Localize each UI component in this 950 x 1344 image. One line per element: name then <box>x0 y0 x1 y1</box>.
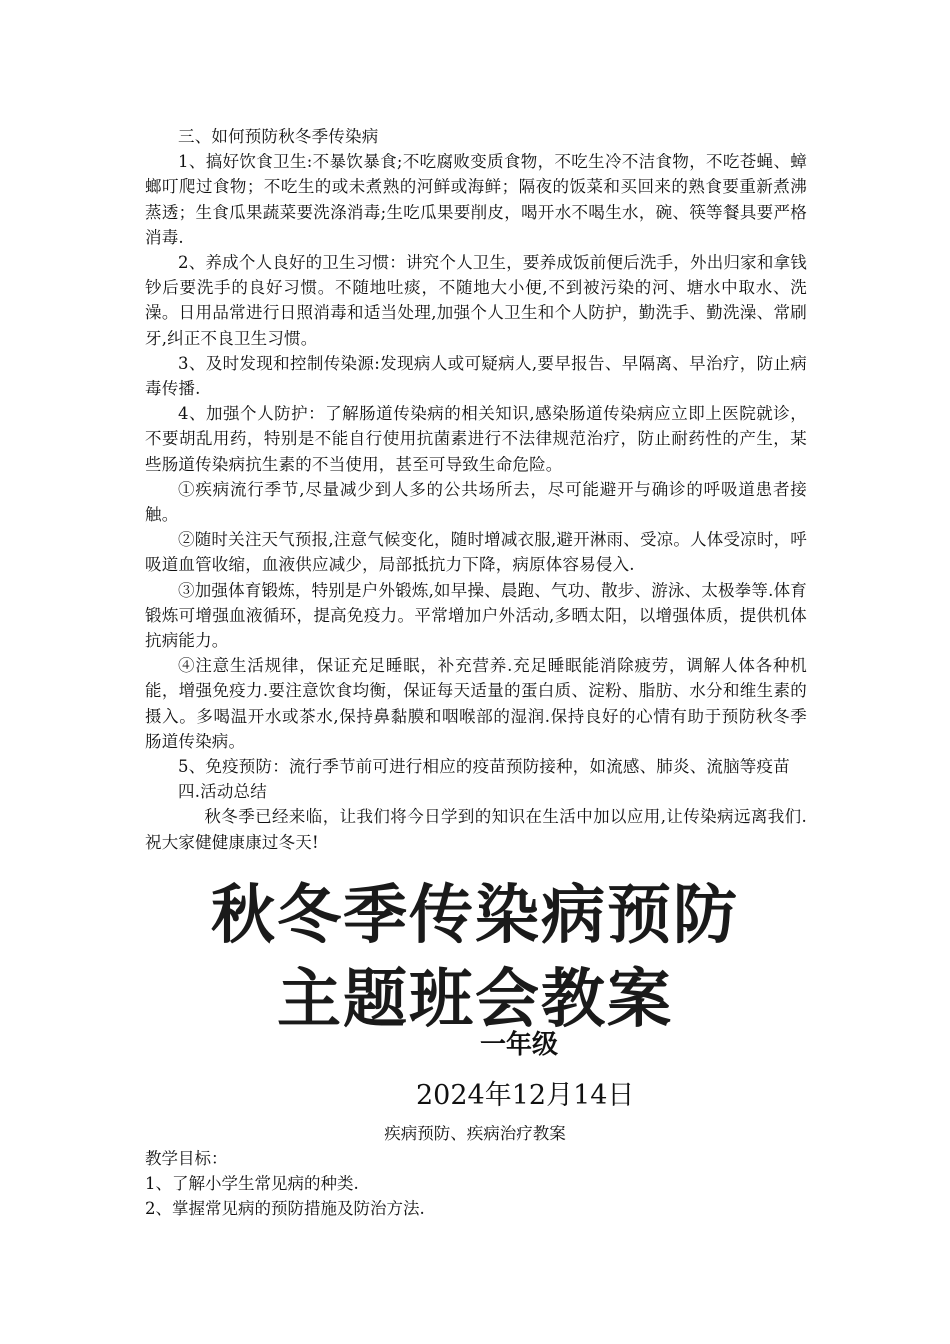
lesson-subtitle: 疾病预防、疾病治疗教案 <box>384 1124 566 1143</box>
teaching-goals-heading: 教学目标： <box>145 1149 228 1168</box>
cover-title-line-1: 秋冬季传染病预防 <box>211 879 739 953</box>
teaching-goals <box>145 1146 807 1221</box>
cover-date: 2024年12月14日 <box>416 1080 635 1111</box>
item-1-food-hygiene: 1、搞好饮食卫生:不暴饮暴食;不吃腐败变质食物，不吃生冷不洁食物，不吃苍蝇、蟑螂叮爬过食物；不吃生的或未煮熟的河鲜或海鲜；隔夜的饭菜和买回来的熟食要重新煮沸蒸透；生食瓜果蔬菜要洗涤消毒;生吃瓜果要削皮，喝开水不喝生水，碗、筷等餐具要严格消毒. <box>145 152 807 247</box>
section-4-heading: 四.活动总结 <box>178 782 267 802</box>
cover-grade: 一年级 <box>480 1030 559 1060</box>
teaching-goal-2: 2、掌握常见病的预防措施及防治方法. <box>145 1199 425 1218</box>
item-3-infection-source: 3、及时发现和控制传染源:发现病人或可疑病人,要早报告、早隔离、早治疗，防止病毒传播. <box>145 353 807 399</box>
cover-title-line-2: 主题班会教案 <box>277 963 673 1037</box>
cover-title <box>0 874 950 1042</box>
sub-item-1: ①疾病流行季节,尽量减少到人多的公共场所去，尽可能避开与确诊的呼吸道患者接触。 <box>145 479 807 525</box>
teaching-goal-1: 1、了解小学生常见病的种类. <box>145 1174 359 1193</box>
item-4-personal-protection: 4、加强个人防护：了解肠道传染病的相关知识,感染肠道传染病应立即上医院就诊，不要胡乱用药，特别是不能自行使用抗菌素进行不法律规范治疗，防止耐药性的产生，某些肠道传染病抗生素的不当使用，甚至可导致生命危险。 <box>145 404 807 474</box>
section-4-summary: 秋冬季已经来临，让我们将今日学到的知识在生活中加以应用,让传染病远离我们.祝大家健健康康过冬天! <box>145 807 807 852</box>
sub-item-3: ③加强体育锻炼，特别是户外锻炼,如早操、晨跑、气功、散步、游泳、太极拳等.体育锻炼可增强血液循环，提高免疫力。平常增加户外活动,多晒太阳，以增强体质，提供机体抗病能力。 <box>145 580 807 651</box>
section-3-heading: 三、如何预防秋冬季传染病 <box>178 127 379 146</box>
body-text <box>145 124 807 855</box>
item-5-immunization: 5、免疫预防：流行季节前可进行相应的疫苗预防接种，如流感、肺炎、流脑等疫苗 <box>178 757 790 777</box>
sub-item-4: ④注意生活规律，保证充足睡眠，补充营养.充足睡眠能消除疲劳，调解人体各种机能，增强免疫力.要注意饮食均衡，保证每天适量的蛋白质、淀粉、脂肪、水分和维生素的摄入。多喝温开水或茶水,保持鼻黏膜和咽喉部的湿润.保持良好的心情有助于预防秋冬季肠道传染病。 <box>145 656 807 751</box>
item-2-personal-hygiene: 2、养成个人良好的卫生习惯：讲究个人卫生，要养成饭前便后洗手，外出归家和拿钱钞后要洗手的良好习惯。不随地吐痰，不随地大小便,不到被污染的河、塘水中取水、洗澡。日用品常进行日照消毒和适当处理,加强个人卫生和个人防护，勤洗手、勤洗澡、常刷牙,纠正不良卫生习惯。 <box>145 253 807 348</box>
sub-item-2: ②随时关注天气预报,注意气候变化，随时增减衣服,避开淋雨、受凉。人体受凉时，呼吸道血管收缩，血液供应减少，局部抵抗力下降，病原体容易侵入. <box>145 530 807 575</box>
